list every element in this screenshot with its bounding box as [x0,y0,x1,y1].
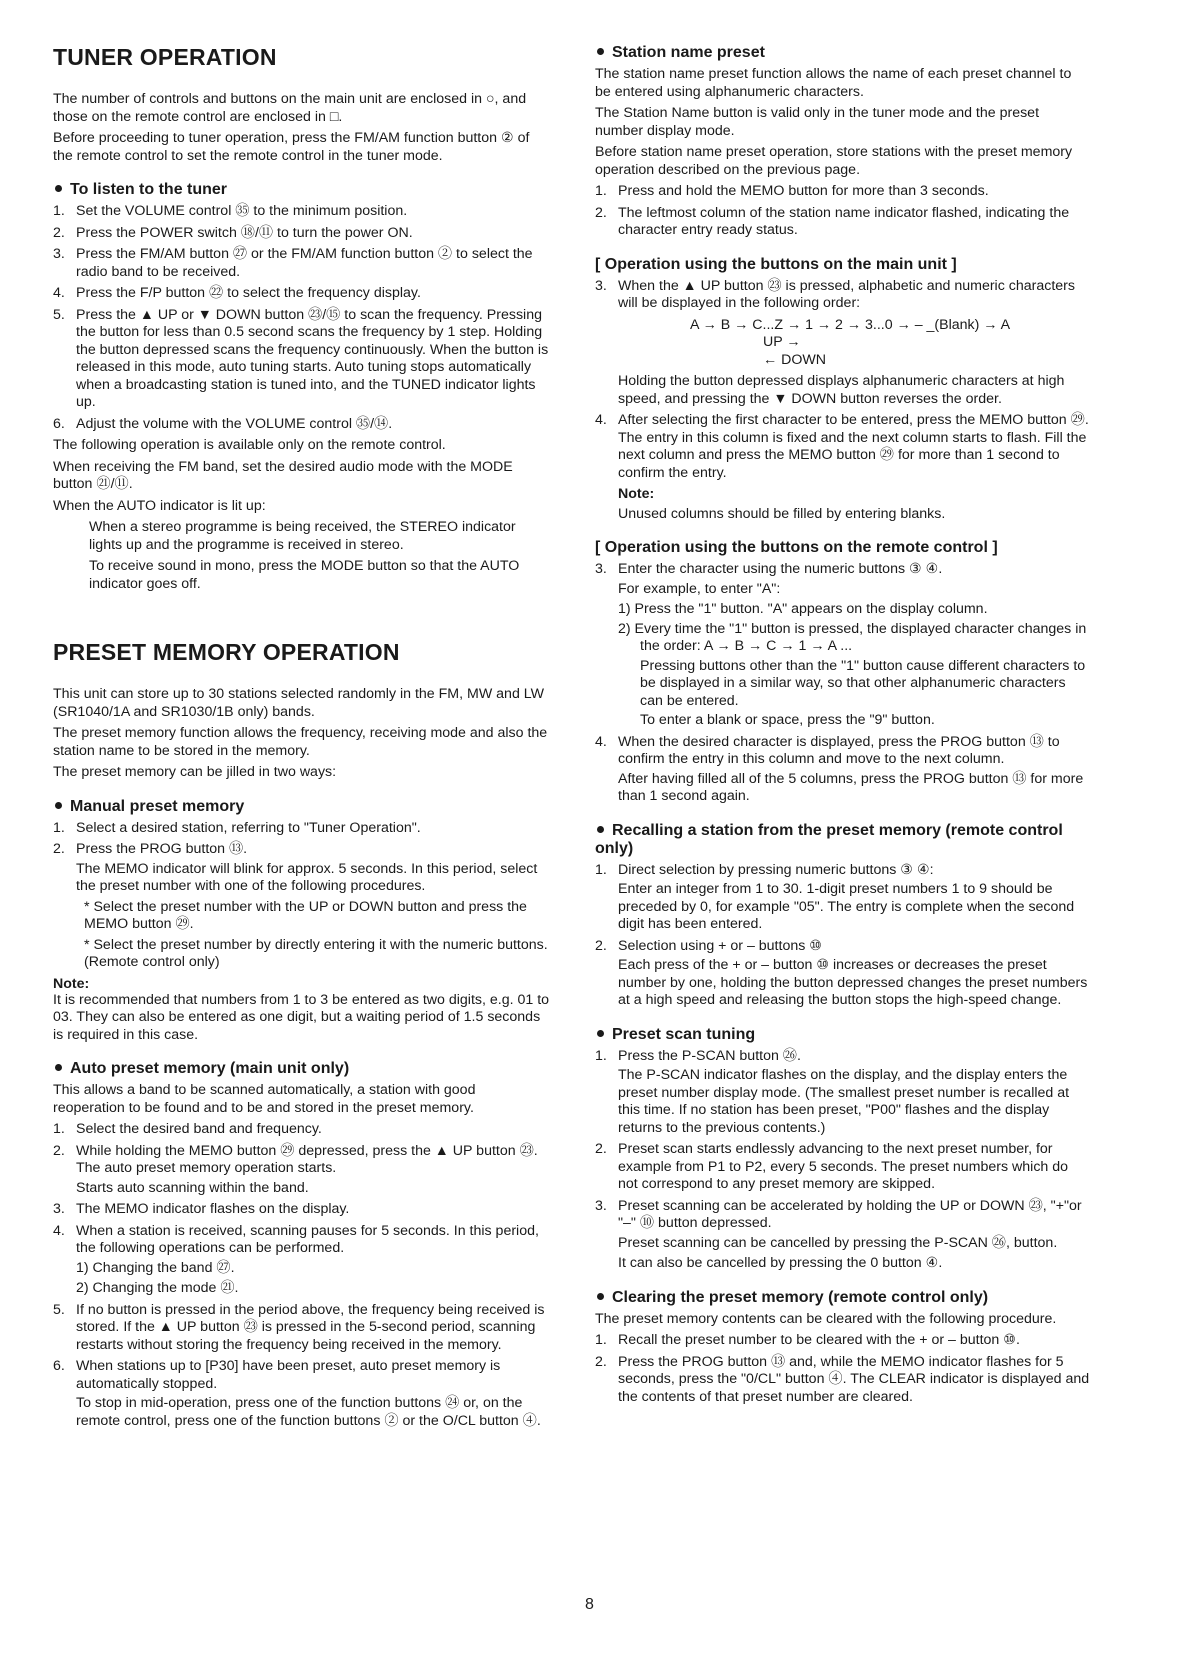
list-item: 5. Press the ▲ UP or ▼ DOWN button ㉓/⑮ to scan the frequency. Pressing the button for less than 0.5 second scans the frequency by 1 step. Holding the button depressed scans the frequency continuously. When the button is released in this mode, auto tuning starts. Auto tuning stops automatically when a broadcasting station is tuned into, and the TUNED indicator lights up. [53,306,549,410]
list-item: 1. Direct selection by pressing numeric buttons ③ ④: Enter an integer from 1 to 30. 1-digit preset numbers 1 to 9 should be preceded by 0, for example "05". The entry is complete when the second digit has been entered. [595,862,1090,934]
bullet-icon [597,826,604,833]
step-extra: Starts auto scanning within the band. [76,1179,309,1196]
list-item: 3. When the ▲ UP button ㉓ is pressed, alphabetic and numeric characters will be displayed in the following order: A → B → C...Z → 1 → 2 → 3...0 → – _(Blank) → A UP → ← DOWN Holding the button depressed displays alphanumeric characters at high speed, and pressing the ▼ DOWN button reverses the order. [595,278,1090,409]
listen-heading: To listen to the tuner [53,181,551,199]
bullet-icon [597,48,604,55]
tuner-operation-title: TUNER OPERATION [53,44,277,70]
list-item: 5. If no button is pressed in the period above, the frequency being received is stored. If the ▲ UP button ㉓ is pressed in the 5-second period, scanning restarts without storing the frequency being received in the memory. [53,1301,545,1353]
manual-note: It is recommended that numbers from 1 to 3 be entered as two digits, e.g. 01 to 03. They can also be entered as one digit, but a waiting period of 1.5 seconds is required in this case. [53,991,550,1043]
list-item: 2. Selection using + or – buttons ⑩ Each press of the + or – button ⑩ increases or decreases the preset number by one, holding the button depressed changes the preset numbers at a high speed and releasing the button stops the high-speed change. [595,938,1090,1010]
preset-intro-1: This unit can store up to 30 stations selected randomly in the FM, MW and LW (SR1040/1A and SR1030/1B only) bands. [53,686,544,720]
list-item: 4. When a station is received, scanning pauses for 5 seconds. In this period, the following operations can be performed. 1) Changing the band ㉗. 2) Changing the mode ㉑. [53,1223,551,1298]
manual-preset-heading: Manual preset memory [53,798,551,816]
list-item: 2. Press the PROG button ⑬ and, while the MEMO indicator flashes for 5 seconds, press the "0/CL" button ④. The CLEAR indicator is displayed and the contents of that preset number are cleared. [595,1353,1090,1405]
name-intro-3: Before station name preset operation, store stations with the preset memory operation described on the previous page. [595,144,1073,178]
step-extra: Enter an integer from 1 to 30. 1-digit preset numbers 1 to 9 should be preceded by 0, for example "05". The entry is complete when the second digit has been entered. [618,881,1075,932]
list-item: 3. Press the FM/AM button ㉗ or the FM/AM function button ② to select the radio band to be received. [53,246,533,280]
name-steps [595,183,1090,240]
manual-detail: * Select the preset number with the UP or DOWN button and press the MEMO button ㉙. [84,898,527,932]
bullet-icon [597,1293,604,1300]
manual-detail: The MEMO indicator will blink for approx. 5 seconds. In this period, select the preset number with one of the following procedures. [76,860,538,894]
list-item: 6. Adjust the volume with the VOLUME control ㉟/⑭. [53,415,393,432]
bullet-icon [597,1030,604,1037]
list-item: 2. Press the POWER switch ⑱/⑪ to turn the power ON. [53,224,413,241]
listen-indented-1: When a stereo programme is being received, the STEREO indicator lights up and the programme is received in stereo. [89,519,516,553]
step-extra: Holding the button depressed displays alphanumeric characters at high speed, and pressing the ▼ DOWN button reverses the order. [618,373,1065,407]
scan-heading: Preset scan tuning [595,1026,1090,1044]
substep: To enter a blank or space, press the "9" button. [640,712,935,728]
list-item: 3. Enter the character using the numeric buttons ③ ④. For example, to enter "A": 1) Press the "1" button. "A" appears on the display column. 2) Every time the "1" button is pressed, the displayed character changes in the order: A → B → C → 1 → A ... Pressing buttons other than the "1" button cause different characters to be displayed in a similar way, so that other alphanumeric characters can be entered. To enter a blank or space, press the "9" button. [595,561,1090,730]
remote-substeps [618,601,1090,730]
note-text: Unused columns should be filled by entering blanks. [618,505,946,522]
station-name-heading: Station name preset [595,44,1090,62]
list-item: 1. Recall the preset number to be cleared with the + or – button ⑩. [595,1332,1020,1348]
tuner-intro-1: The number of controls and buttons on the main unit are enclosed in ○, and those on the remote control are enclosed in □. [53,91,527,125]
clear-steps [595,1332,1090,1406]
page-number: 8 [585,1596,594,1613]
left-column [53,44,551,1434]
main-unit-heading: [ Operation using the buttons on the main unit ] [595,255,957,273]
bullet-icon [55,1064,62,1071]
preset-intro-2: The preset memory function allows the frequency, receiving mode and also the station name to be stored in the memory. [53,725,548,759]
list-item: 2. The leftmost column of the station name indicator flashed, indicating the character entry ready status. [595,204,1070,238]
tuner-intro-2: Before proceeding to tuner operation, press the FM/AM function button ② of the remote control to set the remote control in the tuner mode. [53,130,530,164]
name-intro-2: The Station Name button is valid only in the tuner mode and the preset number display mode. [595,105,1040,139]
auto-preset-heading: Auto preset memory (main unit only) [53,1060,551,1078]
step-extra: It can also be cancelled by pressing the 0 button ④. [618,1255,943,1271]
substep: 2) Every time the "1" button is pressed, the displayed character changes in the order: A → B → C → 1 → A ... [618,620,1087,654]
list-item: 2. While holding the MEMO button ㉙ depressed, press the ▲ UP button ㉓. The auto preset memory operation starts. Starts auto scanning within the band. [53,1143,551,1198]
main-unit-steps [595,278,1090,524]
list-item: 1. Select a desired station, referring to "Tuner Operation". [53,819,421,836]
listen-after-2: When receiving the FM band, set the desired audio mode with the MODE button ㉑/⑪. [53,458,513,492]
auto-intro: This allows a band to be scanned automatically, a station with good reoperation to be found and to be and stored in the preset memory. [53,1082,476,1116]
manual-detail: * Select the preset number by directly entering it with the numeric buttons. (Remote control only) [84,936,548,970]
note-label: Note: [618,486,655,502]
listen-after-1: The following operation is available only on the remote control. [53,437,446,453]
list-item: 3. Preset scanning can be accelerated by holding the UP or DOWN ㉓, "+"or "–" ⑩ button depressed. Preset scanning can be cancelled by pressing the P-SCAN ㉖, button. It can also be cancelled by pressing the 0 button ④. [595,1198,1090,1273]
substep: Pressing buttons other than the "1" button cause different characters to be displayed in a similar way, so that other alphanumeric characters can be entered. [640,657,1086,709]
list-item: 2. Preset scan starts endlessly advancing to the next preset number, for example from P1 to P2, every 5 seconds. The preset numbers which do not correspond to any preset memory are skipped. [595,1141,1069,1192]
remote-steps [595,561,1090,806]
right-column [595,44,1090,1410]
sequence-line: A → B → C...Z → 1 → 2 → 3...0 → – _(Blank) → A [690,316,1011,333]
preset-memory-title: PRESET MEMORY OPERATION [53,639,400,665]
list-item: 1. Press and hold the MEMO button for more than 3 seconds. [595,183,989,199]
list-item: 6. When stations up to [P30] have been preset, auto preset memory is automatically stopped. To stop in mid-operation, press one of the function buttons ㉔ or, on the remote control, press one of the function buttons ② or the O/CL button ④. [53,1358,551,1430]
step-extra: Preset scanning can be cancelled by pressing the P-SCAN ㉖, button. [618,1234,1058,1251]
step-extra: 2) Changing the mode ㉑. [76,1280,239,1296]
name-intro-1: The station name preset function allows the name of each preset channel to be entered using alphanumeric characters. [595,66,1072,100]
listen-steps [53,203,551,433]
bullet-icon [55,185,62,192]
auto-steps [53,1121,551,1430]
character-sequence [618,317,1090,370]
listen-indented-2: To receive sound in mono, press the MODE button so that the AUTO indicator goes off. [89,558,520,592]
step-extra: 1) Changing the band ㉗. [76,1259,235,1276]
step-extra: After having filled all of the 5 columns, press the PROG button ⑬ for more than 1 second again. [618,770,1084,804]
clear-intro: The preset memory contents can be cleared with the following procedure. [595,1310,1057,1327]
list-item: 3. The MEMO indicator flashes on the display. [53,1201,350,1217]
list-item: 4. Press the F/P button ㉒ to select the frequency display. [53,285,421,301]
remote-heading: [ Operation using the buttons on the remote control ] [595,539,998,556]
bullet-icon [55,802,62,809]
step-extra: The P-SCAN indicator flashes on the display, and the display enters the preset number display mode. (The smallest preset number is recalled at this time. If no station has been preset, "P00" flashes and the display returns to the previous contents.) [618,1067,1070,1136]
clear-heading: Clearing the preset memory (remote control only) [595,1289,1090,1307]
list-item: 4. After selecting the first character to be entered, press the MEMO button ㉙. The entry in this column is fixed and the next column starts to flash. Fill the next column and press the MEMO button ㉙ for more than 1 second to confirm the entry. Note: Unused columns should be filled by entering blanks. [595,412,1089,522]
list-item: 2. Press the PROG button ⑬. The MEMO indicator will blink for approx. 5 seconds. In this period, select the preset number with one of the following procedures. * Select the preset number with the UP or DOWN button and press the MEMO button ㉙. * Select the preset number by directly entering it with the numeric buttons. (Remote control only) [53,841,551,972]
list-item: 1. Select the desired band and frequency. [53,1121,322,1137]
manual-note-label: Note: [53,975,90,992]
recall-steps [595,862,1090,1010]
list-item: 1. Press the P-SCAN button ㉖. The P-SCAN indicator flashes on the display, and the display enters the preset number display mode. (The smallest preset number is recalled at this time. If no station has been preset, "P00" flashes and the display returns to the previous contents.) [595,1048,1090,1138]
listen-after-3: When the AUTO indicator is lit up: [53,497,266,514]
step-extra: Each press of the + or – button ⑩ increases or decreases the preset number by one, holding the button depressed changes the preset numbers at a high speed and releasing the button stops the high-speed change. [618,957,1088,1008]
sequence-up: UP → [763,334,801,350]
preset-intro-3: The preset memory can be jilled in two ways: [53,764,337,780]
list-item: 4. When the desired character is displayed, press the PROG button ⑬ to confirm the entry in this column and move to the next column. After having filled all of the 5 columns, press the PROG button ⑬ for more than 1 second again. [595,734,1090,806]
recall-heading: Recalling a station from the preset memory (remote control only) [595,821,1063,857]
scan-steps [595,1048,1090,1273]
substep: 1) Press the "1" button. "A" appears on the display column. [618,601,988,617]
step-extra: To stop in mid-operation, press one of the function buttons ㉔ or, on the remote control, press one of the function buttons ② or the O/CL button ④. [76,1395,541,1429]
list-item: 1. Set the VOLUME control ㉟ to the minimum position. [53,203,408,219]
step-extra: For example, to enter "A": [618,580,781,597]
sequence-down: ← DOWN [763,351,827,368]
manual-steps [53,820,551,972]
